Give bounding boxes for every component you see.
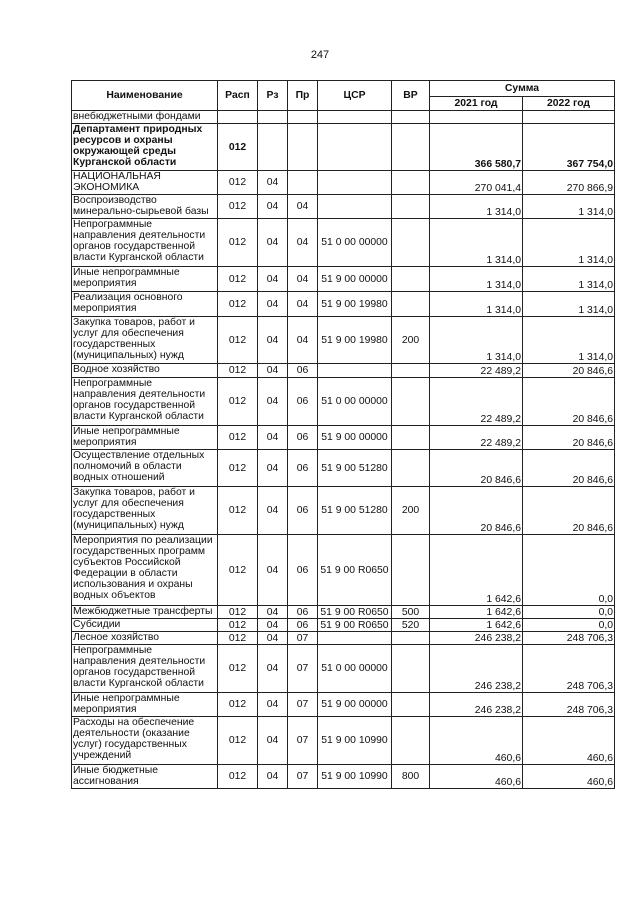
cell-rz: 04 (258, 195, 288, 219)
cell-sum-2021: 22 489,2 (430, 378, 523, 426)
cell-rasp: 012 (218, 487, 258, 535)
cell-pr: 07 (288, 645, 318, 693)
cell-pr: 04 (288, 195, 318, 219)
cell-name: внебюджетными фондами (72, 111, 218, 124)
table-row (72, 450, 615, 487)
header-name: Наименование (72, 81, 218, 111)
cell-csr: 51 9 00 51280 (318, 487, 392, 535)
cell-rasp: 012 (218, 693, 258, 717)
cell-sum-2022: 270 866,9 (523, 171, 615, 195)
cell-vr: 500 (392, 606, 430, 619)
cell-sum-2021: 1 642,6 (430, 606, 523, 619)
table-row (72, 111, 615, 124)
cell-name: Департамент природных ресурсов и охраны окружающей среды Курганской области (72, 124, 218, 171)
cell-name: НАЦИОНАЛЬНАЯ ЭКОНОМИКА (72, 171, 218, 195)
cell-vr (392, 292, 430, 317)
cell-sum-2022 (523, 111, 615, 124)
cell-vr (392, 535, 430, 606)
cell-csr: 51 9 00 19980 (318, 317, 392, 364)
cell-pr: 04 (288, 219, 318, 267)
table-row (72, 693, 615, 717)
cell-sum-2021: 1 314,0 (430, 292, 523, 317)
table-row (72, 171, 615, 195)
cell-csr: 51 0 00 00000 (318, 219, 392, 267)
cell-vr (392, 426, 430, 450)
cell-sum-2021: 1 314,0 (430, 195, 523, 219)
cell-rz: 04 (258, 765, 288, 789)
table-row (72, 267, 615, 292)
cell-sum-2022: 1 314,0 (523, 195, 615, 219)
budget-table (71, 80, 615, 789)
cell-rasp: 012 (218, 364, 258, 378)
cell-csr: 51 9 00 00000 (318, 426, 392, 450)
cell-pr: 06 (288, 450, 318, 487)
table-row (72, 606, 615, 619)
cell-rz: 04 (258, 267, 288, 292)
cell-name: Реализация основного мероприятия (72, 292, 218, 317)
cell-sum-2021: 270 041,4 (430, 171, 523, 195)
cell-name: Иные непрограммные мероприятия (72, 267, 218, 292)
cell-vr (392, 267, 430, 292)
table-row (72, 487, 615, 535)
cell-name: Расходы на обеспечение деятельности (оказание услуг) государственных учреждений (72, 717, 218, 765)
table-row (72, 717, 615, 765)
table-row (72, 632, 615, 645)
cell-sum-2021: 1 642,6 (430, 619, 523, 632)
cell-csr (318, 364, 392, 378)
cell-rz: 04 (258, 364, 288, 378)
cell-rasp: 012 (218, 317, 258, 364)
cell-rz: 04 (258, 292, 288, 317)
cell-name: Закупка товаров, работ и услуг для обеспечения государственных (муниципальных) нужд (72, 317, 218, 364)
cell-pr: 04 (288, 267, 318, 292)
cell-rz: 04 (258, 487, 288, 535)
table-row (72, 364, 615, 378)
cell-name: Иные бюджетные ассигнования (72, 765, 218, 789)
cell-sum-2022: 20 846,6 (523, 364, 615, 378)
cell-rz: 04 (258, 317, 288, 364)
cell-csr: 51 9 00 10990 (318, 765, 392, 789)
cell-sum-2021: 1 642,6 (430, 535, 523, 606)
cell-sum-2022: 20 846,6 (523, 487, 615, 535)
cell-vr: 200 (392, 317, 430, 364)
cell-sum-2021: 22 489,2 (430, 364, 523, 378)
header-rasp: Расп (218, 81, 258, 111)
table-row (72, 124, 615, 171)
cell-pr: 07 (288, 765, 318, 789)
header-csr: ЦСР (318, 81, 392, 111)
cell-csr (318, 124, 392, 171)
cell-rasp: 012 (218, 219, 258, 267)
cell-rasp: 012 (218, 632, 258, 645)
cell-rz: 04 (258, 717, 288, 765)
cell-name: Мероприятия по реализации государственных программ субъектов Российской Федерации в области использования и охраны водных объектов (72, 535, 218, 606)
cell-pr: 06 (288, 426, 318, 450)
cell-rasp: 012 (218, 378, 258, 426)
cell-sum-2021: 460,6 (430, 717, 523, 765)
cell-rasp: 012 (218, 645, 258, 693)
cell-vr (392, 645, 430, 693)
cell-pr: 06 (288, 606, 318, 619)
cell-pr: 06 (288, 619, 318, 632)
cell-sum-2021: 246 238,2 (430, 645, 523, 693)
table-row (72, 535, 615, 606)
cell-rz: 04 (258, 535, 288, 606)
cell-rz: 04 (258, 645, 288, 693)
cell-rasp: 012 (218, 267, 258, 292)
cell-sum-2021: 22 489,2 (430, 426, 523, 450)
header-rz: Рз (258, 81, 288, 111)
cell-name: Межбюджетные трансферты (72, 606, 218, 619)
table-row (72, 426, 615, 450)
cell-csr: 51 9 00 R0650 (318, 535, 392, 606)
cell-name: Иные непрограммные мероприятия (72, 693, 218, 717)
cell-csr: 51 9 00 51280 (318, 450, 392, 487)
cell-name: Лесное хозяйство (72, 632, 218, 645)
cell-rz: 04 (258, 426, 288, 450)
cell-sum-2021: 20 846,6 (430, 487, 523, 535)
cell-pr: 07 (288, 717, 318, 765)
cell-vr (392, 450, 430, 487)
cell-sum-2022: 20 846,6 (523, 450, 615, 487)
table-row (72, 765, 615, 789)
cell-sum-2022: 20 846,6 (523, 378, 615, 426)
cell-sum-2022: 248 706,3 (523, 645, 615, 693)
cell-name: Закупка товаров, работ и услуг для обеспечения государственных (муниципальных) нужд (72, 487, 218, 535)
cell-pr (288, 171, 318, 195)
cell-name: Иные непрограммные мероприятия (72, 426, 218, 450)
cell-sum-2021: 366 580,7 (430, 124, 523, 171)
cell-sum-2022: 460,6 (523, 765, 615, 789)
cell-name: Непрограммные направления деятельности органов государственной власти Курганской области (72, 645, 218, 693)
cell-sum-2021: 1 314,0 (430, 219, 523, 267)
cell-pr: 07 (288, 632, 318, 645)
table-row (72, 378, 615, 426)
cell-sum-2021: 1 314,0 (430, 267, 523, 292)
cell-sum-2022: 1 314,0 (523, 292, 615, 317)
cell-vr (392, 171, 430, 195)
cell-sum-2022: 248 706,3 (523, 693, 615, 717)
cell-name: Непрограммные направления деятельности органов государственной власти Курганской области (72, 378, 218, 426)
cell-sum-2022: 0,0 (523, 606, 615, 619)
cell-csr: 51 9 00 10990 (318, 717, 392, 765)
cell-csr (318, 111, 392, 124)
cell-rz: 04 (258, 378, 288, 426)
cell-vr (392, 378, 430, 426)
cell-csr: 51 9 00 00000 (318, 267, 392, 292)
cell-sum-2021: 246 238,2 (430, 693, 523, 717)
cell-sum-2021: 460,6 (430, 765, 523, 789)
cell-rz: 04 (258, 219, 288, 267)
cell-sum-2022: 0,0 (523, 535, 615, 606)
table-row (72, 619, 615, 632)
cell-sum-2022: 1 314,0 (523, 317, 615, 364)
cell-csr: 51 0 00 00000 (318, 378, 392, 426)
cell-sum-2022: 20 846,6 (523, 426, 615, 450)
table-row (72, 645, 615, 693)
cell-sum-2021: 246 238,2 (430, 632, 523, 645)
cell-sum-2021: 1 314,0 (430, 317, 523, 364)
cell-rasp (218, 111, 258, 124)
cell-sum-2022: 0,0 (523, 619, 615, 632)
cell-pr: 06 (288, 364, 318, 378)
cell-rz (258, 111, 288, 124)
cell-rz: 04 (258, 171, 288, 195)
cell-rz: 04 (258, 450, 288, 487)
cell-rasp: 012 (218, 450, 258, 487)
cell-rasp: 012 (218, 535, 258, 606)
header-pr: Пр (288, 81, 318, 111)
cell-csr: 51 9 00 R0650 (318, 619, 392, 632)
cell-vr (392, 195, 430, 219)
cell-csr: 51 0 00 00000 (318, 645, 392, 693)
cell-rasp: 012 (218, 765, 258, 789)
cell-pr: 04 (288, 317, 318, 364)
cell-sum-2021 (430, 111, 523, 124)
cell-csr: 51 9 00 19980 (318, 292, 392, 317)
cell-rz: 04 (258, 632, 288, 645)
cell-rasp: 012 (218, 171, 258, 195)
cell-csr: 51 9 00 00000 (318, 693, 392, 717)
cell-rz: 04 (258, 606, 288, 619)
cell-pr (288, 124, 318, 171)
cell-name: Непрограммные направления деятельности органов государственной власти Курганской области (72, 219, 218, 267)
cell-vr (392, 219, 430, 267)
header-sum: Сумма (430, 81, 615, 97)
cell-vr (392, 124, 430, 171)
table-row (72, 292, 615, 317)
cell-name: Воспроизводство минерально-сырьевой базы (72, 195, 218, 219)
header-year-2021: 2021 год (430, 97, 523, 111)
cell-sum-2022: 1 314,0 (523, 267, 615, 292)
cell-vr (392, 364, 430, 378)
cell-pr: 06 (288, 378, 318, 426)
cell-sum-2022: 1 314,0 (523, 219, 615, 267)
cell-csr (318, 195, 392, 219)
table-row (72, 317, 615, 364)
cell-rasp: 012 (218, 426, 258, 450)
cell-vr: 200 (392, 487, 430, 535)
cell-vr (392, 632, 430, 645)
table-row (72, 195, 615, 219)
cell-pr (288, 111, 318, 124)
header-vr: ВР (392, 81, 430, 111)
cell-rasp: 012 (218, 292, 258, 317)
cell-rz (258, 124, 288, 171)
cell-pr: 06 (288, 535, 318, 606)
table-body (72, 111, 615, 789)
cell-sum-2022: 248 706,3 (523, 632, 615, 645)
cell-rasp: 012 (218, 619, 258, 632)
cell-rasp: 012 (218, 606, 258, 619)
cell-csr (318, 171, 392, 195)
cell-rasp: 012 (218, 717, 258, 765)
cell-rz: 04 (258, 693, 288, 717)
cell-name: Субсидии (72, 619, 218, 632)
cell-name: Водное хозяйство (72, 364, 218, 378)
cell-vr (392, 717, 430, 765)
cell-sum-2021: 20 846,6 (430, 450, 523, 487)
cell-vr (392, 111, 430, 124)
cell-rz: 04 (258, 619, 288, 632)
cell-rasp: 012 (218, 195, 258, 219)
cell-pr: 04 (288, 292, 318, 317)
cell-name: Осуществление отдельных полномочий в области водных отношений (72, 450, 218, 487)
table-row (72, 219, 615, 267)
cell-csr (318, 632, 392, 645)
cell-rasp: 012 (218, 124, 258, 171)
page-number: 247 (310, 49, 330, 61)
header-year-2022: 2022 год (523, 97, 615, 111)
cell-sum-2022: 367 754,0 (523, 124, 615, 171)
cell-vr: 800 (392, 765, 430, 789)
cell-vr (392, 693, 430, 717)
cell-vr: 520 (392, 619, 430, 632)
cell-pr: 06 (288, 487, 318, 535)
cell-csr: 51 9 00 R0650 (318, 606, 392, 619)
cell-pr: 07 (288, 693, 318, 717)
cell-sum-2022: 460,6 (523, 717, 615, 765)
